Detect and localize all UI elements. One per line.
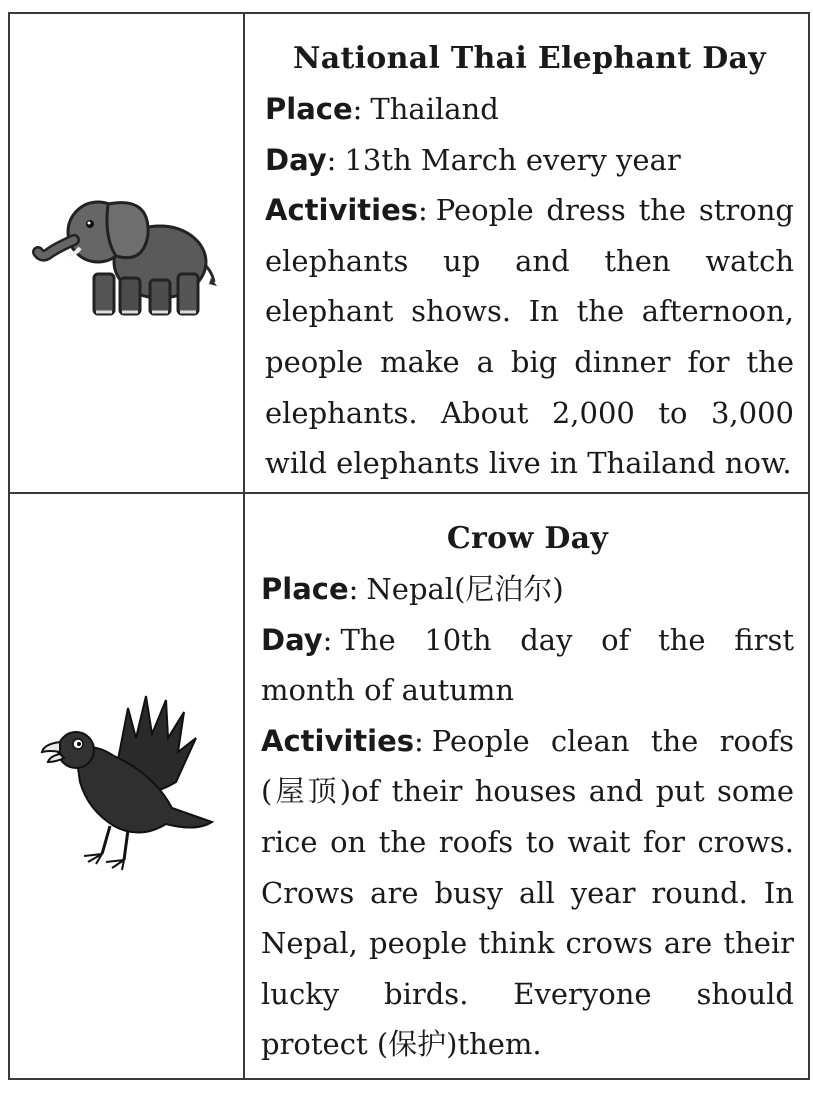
place-label: Place (265, 92, 353, 126)
festival-table (8, 12, 810, 1080)
activities-text: People dress the strong elephants up and then watch elephant shows. In the afternoon, people make a big dinner for the elephants. About 2,000 to 3,000 wild elephants live in Thailand now. (265, 193, 794, 481)
text-cell (247, 14, 808, 492)
elephant-illustration (32, 182, 232, 332)
day-label: Day (265, 142, 327, 177)
day-line: Day: The 10th day of the first month of autumn (261, 622, 794, 708)
festival-title: Crow Day (446, 521, 609, 556)
place-value: Thailand (370, 92, 499, 126)
table-row-crow-day (10, 494, 808, 1078)
activities-label: Activities (265, 193, 419, 228)
festival-title: National Thai Elephant Day (292, 41, 766, 76)
day-label: Day (261, 622, 323, 657)
image-cell (10, 494, 245, 1078)
place-value: Nepal(尼泊尔) (366, 572, 564, 606)
place-line: Place: Nepal(尼泊尔) (261, 572, 564, 606)
text-cell (247, 494, 808, 1078)
image-cell (10, 14, 245, 492)
activities-label: Activities (261, 723, 415, 758)
day-line: Day: 13th March every year (265, 142, 681, 177)
place-label: Place (261, 572, 349, 606)
crow-illustration (36, 690, 216, 880)
activities-line: Activities: People clean the roofs (屋顶)of their houses and put some rice on the roofs to wait for crows. Crows are busy all year round. In Nepal, people think crows are their lucky birds. Everyone should protect (保护)them. (261, 723, 794, 1062)
activities-text: People clean the roofs (屋顶)of their houses and put some rice on the roofs to wait for crows. Crows are busy all year round. In Nepal, people think crows are their lucky birds. Everyone should protect (保护)them. (261, 723, 794, 1062)
day-value: 13th March every year (344, 142, 681, 177)
activities-line: Activities: People dress the strong elephants up and then watch elephant shows. In the afternoon, people make a big dinner for the elephants. About 2,000 to 3,000 wild elephants live in Thailand now. (265, 193, 794, 481)
place-line: Place: Thailand (265, 92, 499, 126)
day-value: The 10th day of the first month of autumn (261, 622, 794, 708)
table-row-elephant-day (10, 14, 808, 494)
